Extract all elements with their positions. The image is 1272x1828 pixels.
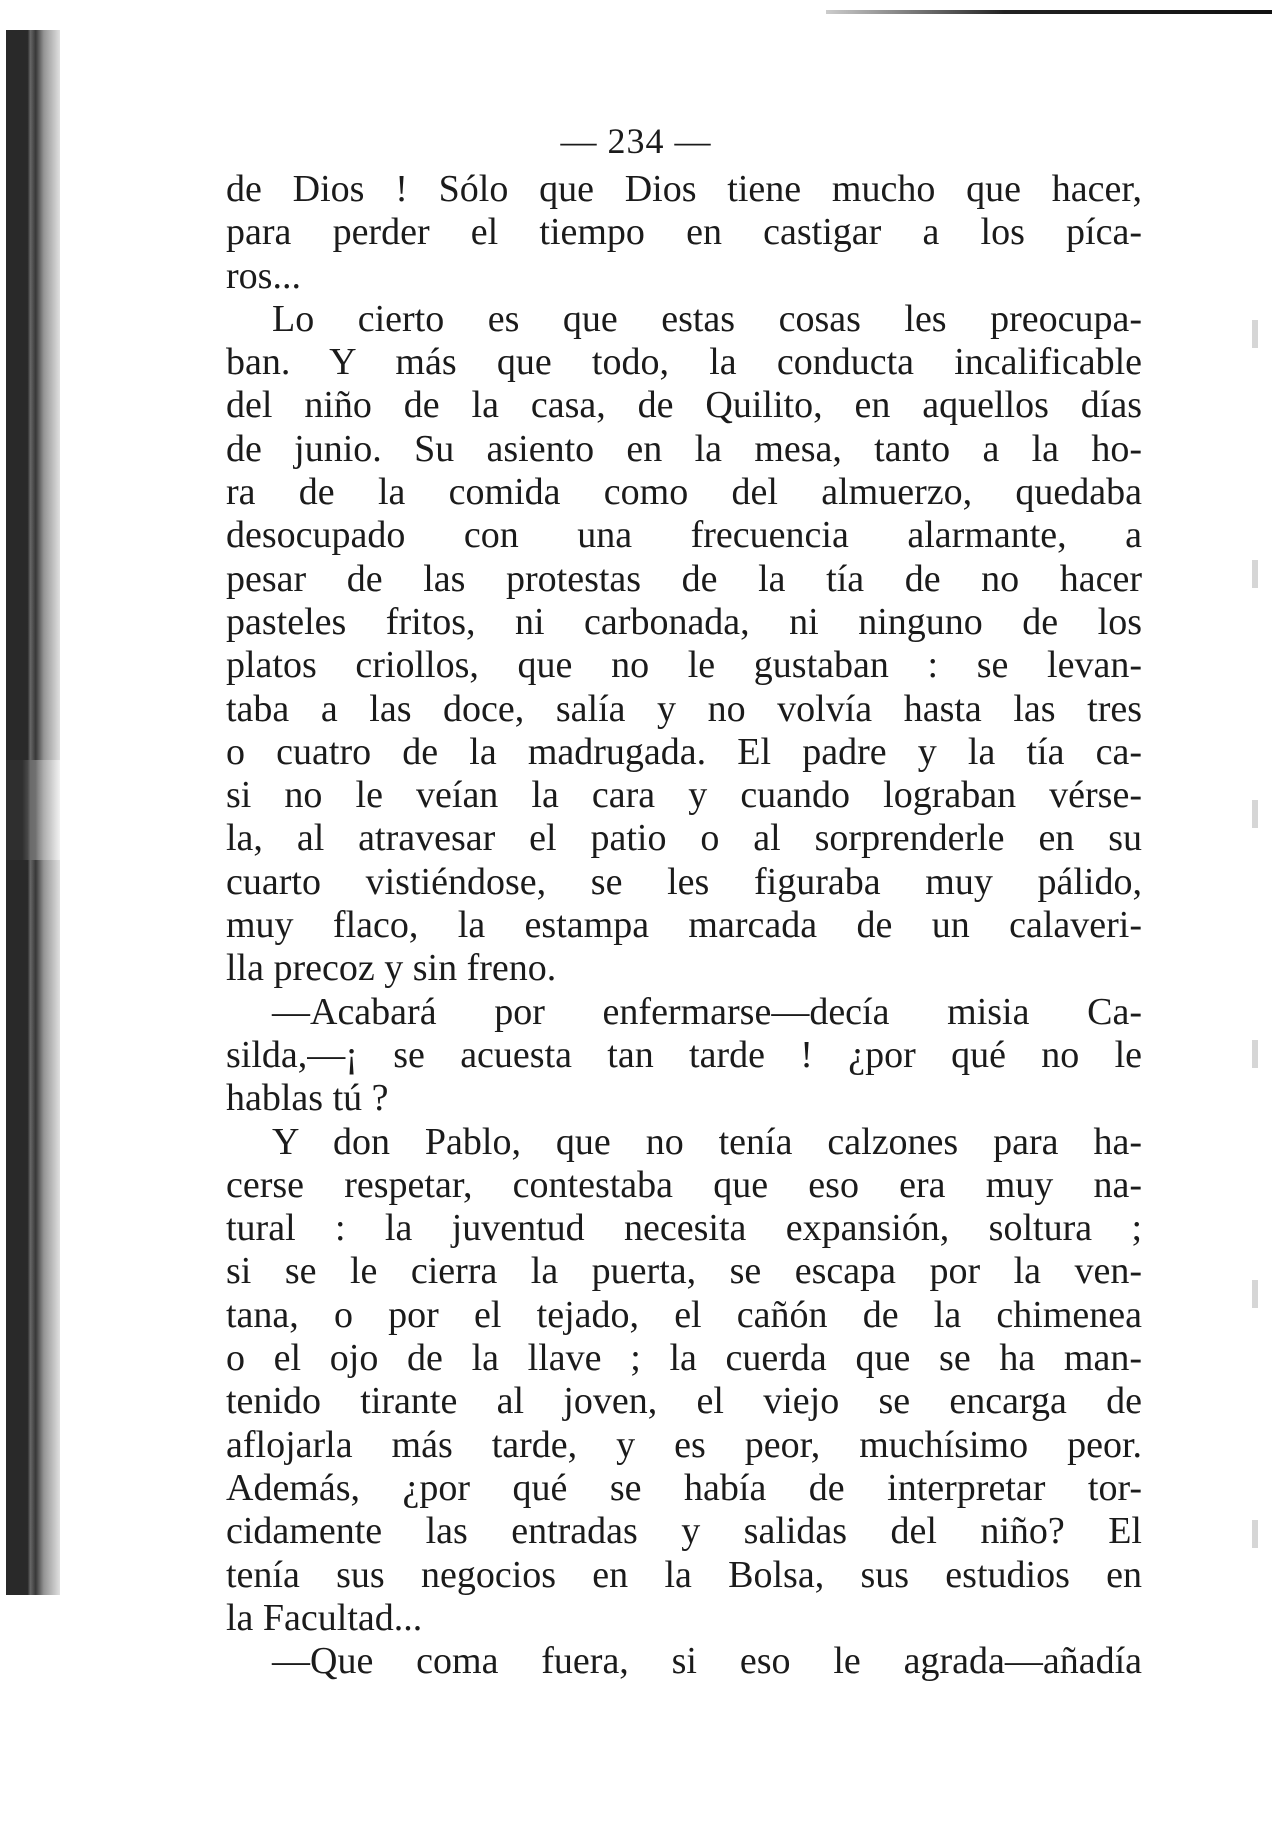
text-line: cidamente las entradas y salidas del niño? El (226, 1510, 1142, 1553)
text-line: cuarto vistiéndose, se les figuraba muy pálido, (226, 860, 1142, 903)
text-line: tana, o por el tejado, el cañón de la chimenea (226, 1293, 1142, 1336)
text-line: desocupado con una frecuencia alarmante, a (226, 514, 1142, 557)
text-line: Además, ¿por qué se había de interpretar tor- (226, 1466, 1142, 1509)
text-line: aflojarla más tarde, y es peor, muchísimo peor. (226, 1423, 1142, 1466)
text-line: tural : la juventud necesita expansión, soltura ; (226, 1207, 1142, 1250)
scan-top-edge (826, 10, 1272, 14)
text-line: la, al atravesar el patio o al sorprenderle en su (226, 817, 1142, 860)
text-line: lla precoz y sin freno. (226, 947, 557, 990)
scan-margin-marks (1252, 230, 1258, 1730)
text-line: para perder el tiempo en castigar a los píca- (226, 211, 1142, 254)
text-line: —Que coma fuera, si eso le agrada—añadía (272, 1640, 1142, 1683)
text-line: —Acabará por enfermarse—decía misia Ca- (272, 990, 1142, 1033)
text-line: tenido tirante al joven, el viejo se encarga de (226, 1380, 1142, 1423)
text-line: ros... (226, 254, 301, 297)
text-line: pesar de las protestas de la tía de no hacer (226, 557, 1142, 600)
text-line: de junio. Su asiento en la mesa, tanto a la ho- (226, 427, 1142, 470)
text-line: si no le veían la cara y cuando lograban vérse- (226, 774, 1142, 817)
page-number: — 234 — (560, 121, 712, 161)
text-line: ban. Y más que todo, la conducta incalificable (226, 341, 1142, 384)
text-line: muy flaco, la estampa marcada de un calaveri- (226, 904, 1142, 947)
text-line: hablas tú ? (226, 1077, 389, 1120)
text-line: o el ojo de la llave ; la cuerda que se ha man- (226, 1337, 1142, 1380)
text-line: si se le cierra la puerta, se escapa por la ven- (226, 1250, 1142, 1293)
text-line: taba a las doce, salía y no volvía hasta las tres (226, 687, 1142, 730)
text-line: platos criollos, que no le gustaban : se levan- (226, 644, 1142, 687)
text-line: tenía sus negocios en la Bolsa, sus estudios en (226, 1553, 1142, 1596)
text-line: o cuatro de la madrugada. El padre y la tía ca- (226, 730, 1142, 773)
binding-highlight (6, 760, 60, 860)
text-line: Y don Pablo, que no tenía calzones para ha- (272, 1120, 1142, 1163)
text-line: Lo cierto es que estas cosas les preocupa- (272, 297, 1142, 340)
text-line: ra de la comida como del almuerzo, quedaba (226, 471, 1142, 514)
text-line: pasteles fritos, ni carbonada, ni ninguno de los (226, 600, 1142, 643)
text-line: cerse respetar, contestaba que eso era muy na- (226, 1163, 1142, 1206)
text-line: de Dios ! Sólo que Dios tiene mucho que hacer, (226, 168, 1142, 210)
text-line: la Facultad... (226, 1596, 423, 1639)
text-line: del niño de la casa, de Quilito, en aquellos días (226, 384, 1142, 427)
text-line: silda,—¡ se acuesta tan tarde ! ¿por qué no le (226, 1033, 1142, 1076)
body-text (226, 168, 1142, 1683)
